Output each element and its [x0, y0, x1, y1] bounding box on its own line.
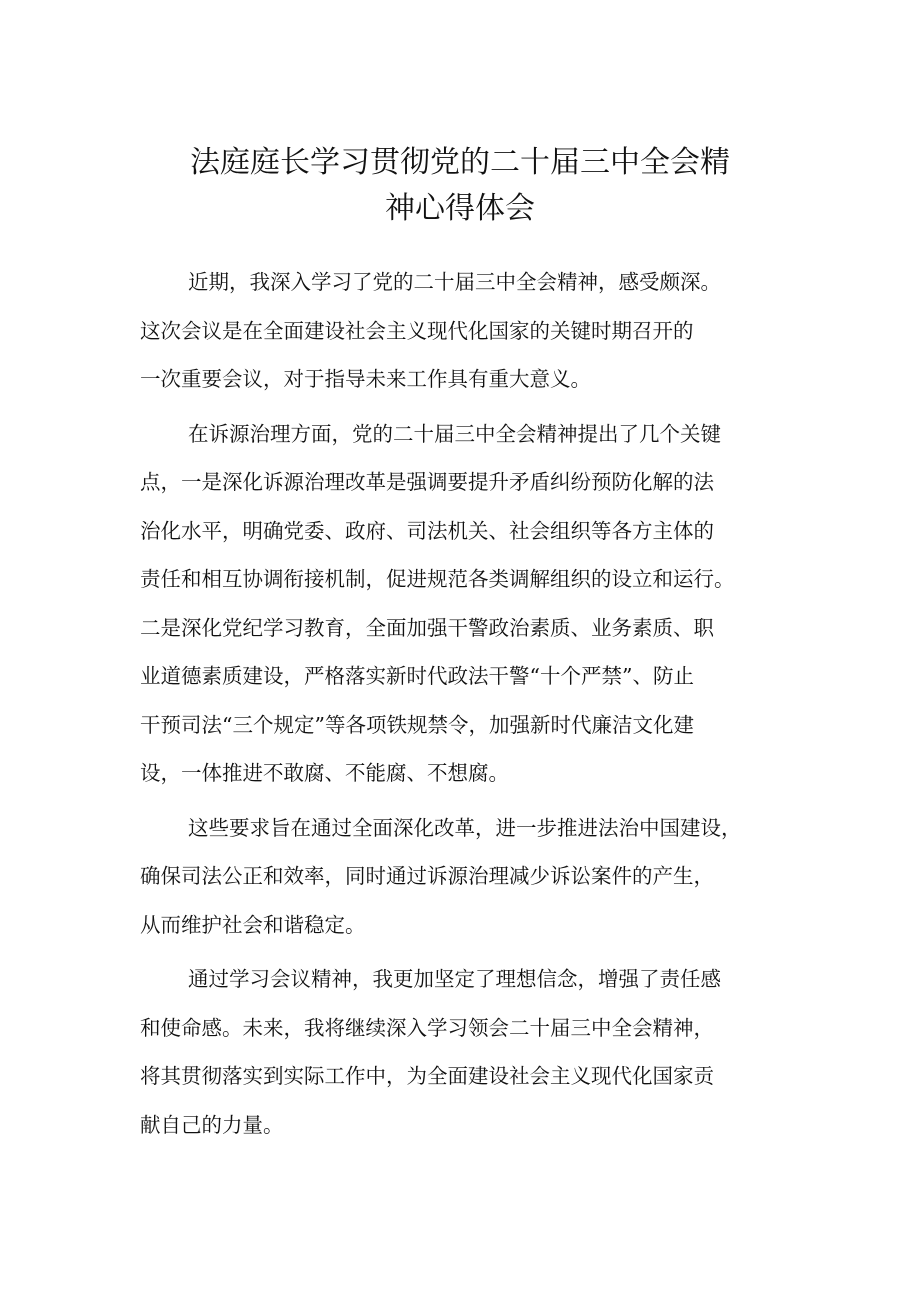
- text-line: 这些要求旨在通过全面深化改革，进一步推进法治中国建设，: [188, 815, 742, 840]
- text-line: 一次重要会议，对于指导未来工作具有重大意义。: [140, 367, 591, 391]
- text-line: 责任和相互协调衔接机制，促进规范各类调解组织的设立和运行。: [140, 567, 735, 591]
- text-line: 二是深化党纪学习教育，全面加强干警政治素质、业务素质、职: [140, 615, 714, 640]
- text-line: 从而维护社会和谐稳定。: [140, 912, 366, 937]
- text-line: 近期，我深入学习了党的二十届三中全会精神，感受颇深。: [188, 270, 721, 294]
- text-line: 将其贯彻落实到实际工作中，为全面建设社会主义现代化国家贡: [140, 1064, 714, 1088]
- text-line: 这次会议是在全面建设社会主义现代化国家的关键时期召开的: [140, 318, 694, 343]
- text-line: 在诉源治理方面，党的二十届三中全会精神提出了几个关键: [188, 421, 721, 446]
- title-line: 神心得体会: [385, 191, 535, 226]
- text-line: 点，一是深化诉源治理改革是强调要提升矛盾纠纷预防化解的法: [140, 470, 714, 494]
- text-line: 和使命感。未来，我将继续深入学习领会二十届三中全会精神，: [140, 1015, 714, 1040]
- paragraph-2: [140, 410, 790, 798]
- text-line: 干预司法“三个规定”等各项铁规禁令，加强新时代廉洁文化建: [140, 712, 694, 737]
- text-line: 确保司法公正和效率，同时通过诉源治理减少诉讼案件的产生，: [140, 864, 714, 888]
- text-line: 献自己的力量。: [140, 1112, 284, 1137]
- title-line: 法庭庭长学习贯彻党的二十届三中全会精: [190, 145, 730, 180]
- text-line: 设，一体推进不敢腐、不能腐、不想腐。: [140, 761, 509, 785]
- document-title: [140, 140, 780, 232]
- paragraph-4: [140, 955, 790, 1149]
- text-line: 治化水平，明确党委、政府、司法机关、社会组织等各方主体的: [140, 518, 714, 543]
- paragraph-1: [140, 258, 790, 404]
- text-line: 通过学习会议精神，我更加坚定了理想信念，增强了责任感: [188, 967, 721, 991]
- paragraph-3: [140, 804, 790, 950]
- text-line: 业道德素质建设，严格落实新时代政法干警“十个严禁”、防止: [140, 664, 694, 688]
- document-body: [140, 258, 790, 1155]
